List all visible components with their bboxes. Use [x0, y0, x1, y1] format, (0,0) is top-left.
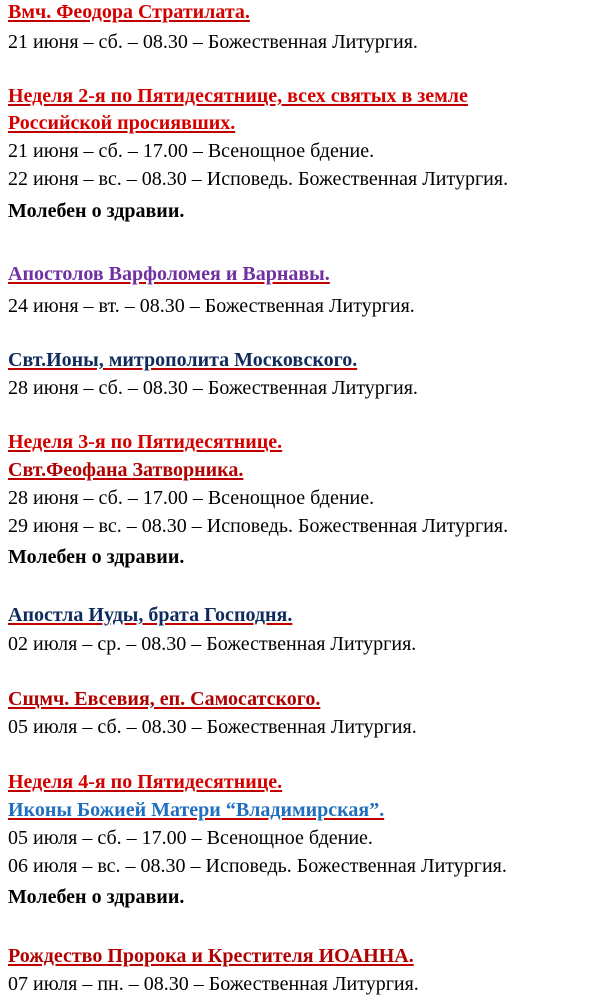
- service-entry: 21 июня – сб. – 08.30 – Божественная Литургия.: [8, 31, 418, 53]
- service-entry: 28 июня – сб. – 17.00 – Всенощное бдение.: [8, 487, 375, 509]
- service-entry: 24 июня – вт. – 08.30 – Божественная Литургия.: [8, 295, 415, 317]
- section-title: Неделя 4-я по Пятидесятнице.: [8, 771, 283, 793]
- service-entry: 06 июля – вс. – 08.30 – Исповедь. Божественная Литургия.: [8, 855, 507, 877]
- section-title-continued: Иконы Божией Матери “Владимирская”.: [8, 799, 385, 821]
- service-entry: 02 июля – ср. – 08.30 – Божественная Литургия.: [8, 633, 417, 655]
- section-title: Апостла Иуды, брата Господня.: [8, 604, 293, 626]
- section-title: Неделя 2-я по Пятидесятнице, всех святых в земле: [8, 85, 468, 107]
- service-entry: 22 июня – вс. – 08.30 – Исповедь. Божественная Литургия.: [8, 168, 509, 190]
- section-title-continued: Свт.Феофана Затворника.: [8, 459, 244, 481]
- section-title: Апостолов Варфоломея и Варнавы.: [8, 263, 330, 285]
- service-entry: 21 июня – сб. – 17.00 – Всенощное бдение.: [8, 140, 375, 162]
- service-entry: 29 июня – вс. – 08.30 – Исповедь. Божественная Литургия.: [8, 515, 509, 537]
- section-title-continued: Российской просиявших.: [8, 112, 236, 134]
- service-entry: 05 июля – сб. – 17.00 – Всенощное бдение.: [8, 827, 373, 849]
- section-title: Сщмч. Евсевия, еп. Самосатского.: [8, 688, 321, 710]
- service-entry: 05 июля – сб. – 08.30 – Божественная Литургия.: [8, 716, 417, 738]
- section-title: Неделя 3-я по Пятидесятнице.: [8, 431, 283, 453]
- service-note: Молебен о здравии.: [8, 200, 185, 222]
- service-entry: 28 июня – сб. – 08.30 – Божественная Литургия.: [8, 377, 418, 399]
- section-title: Вмч. Феодора Стратилата.: [8, 1, 250, 23]
- section-title: Рождество Пророка и Крестителя ИОАННА.: [8, 945, 414, 967]
- section-title: Свт.Ионы, митрополита Московского.: [8, 349, 358, 371]
- service-note: Молебен о здравии.: [8, 886, 185, 908]
- service-note: Молебен о здравии.: [8, 546, 185, 568]
- service-entry: 07 июля – пн. – 08.30 – Божественная Литургия.: [8, 973, 419, 995]
